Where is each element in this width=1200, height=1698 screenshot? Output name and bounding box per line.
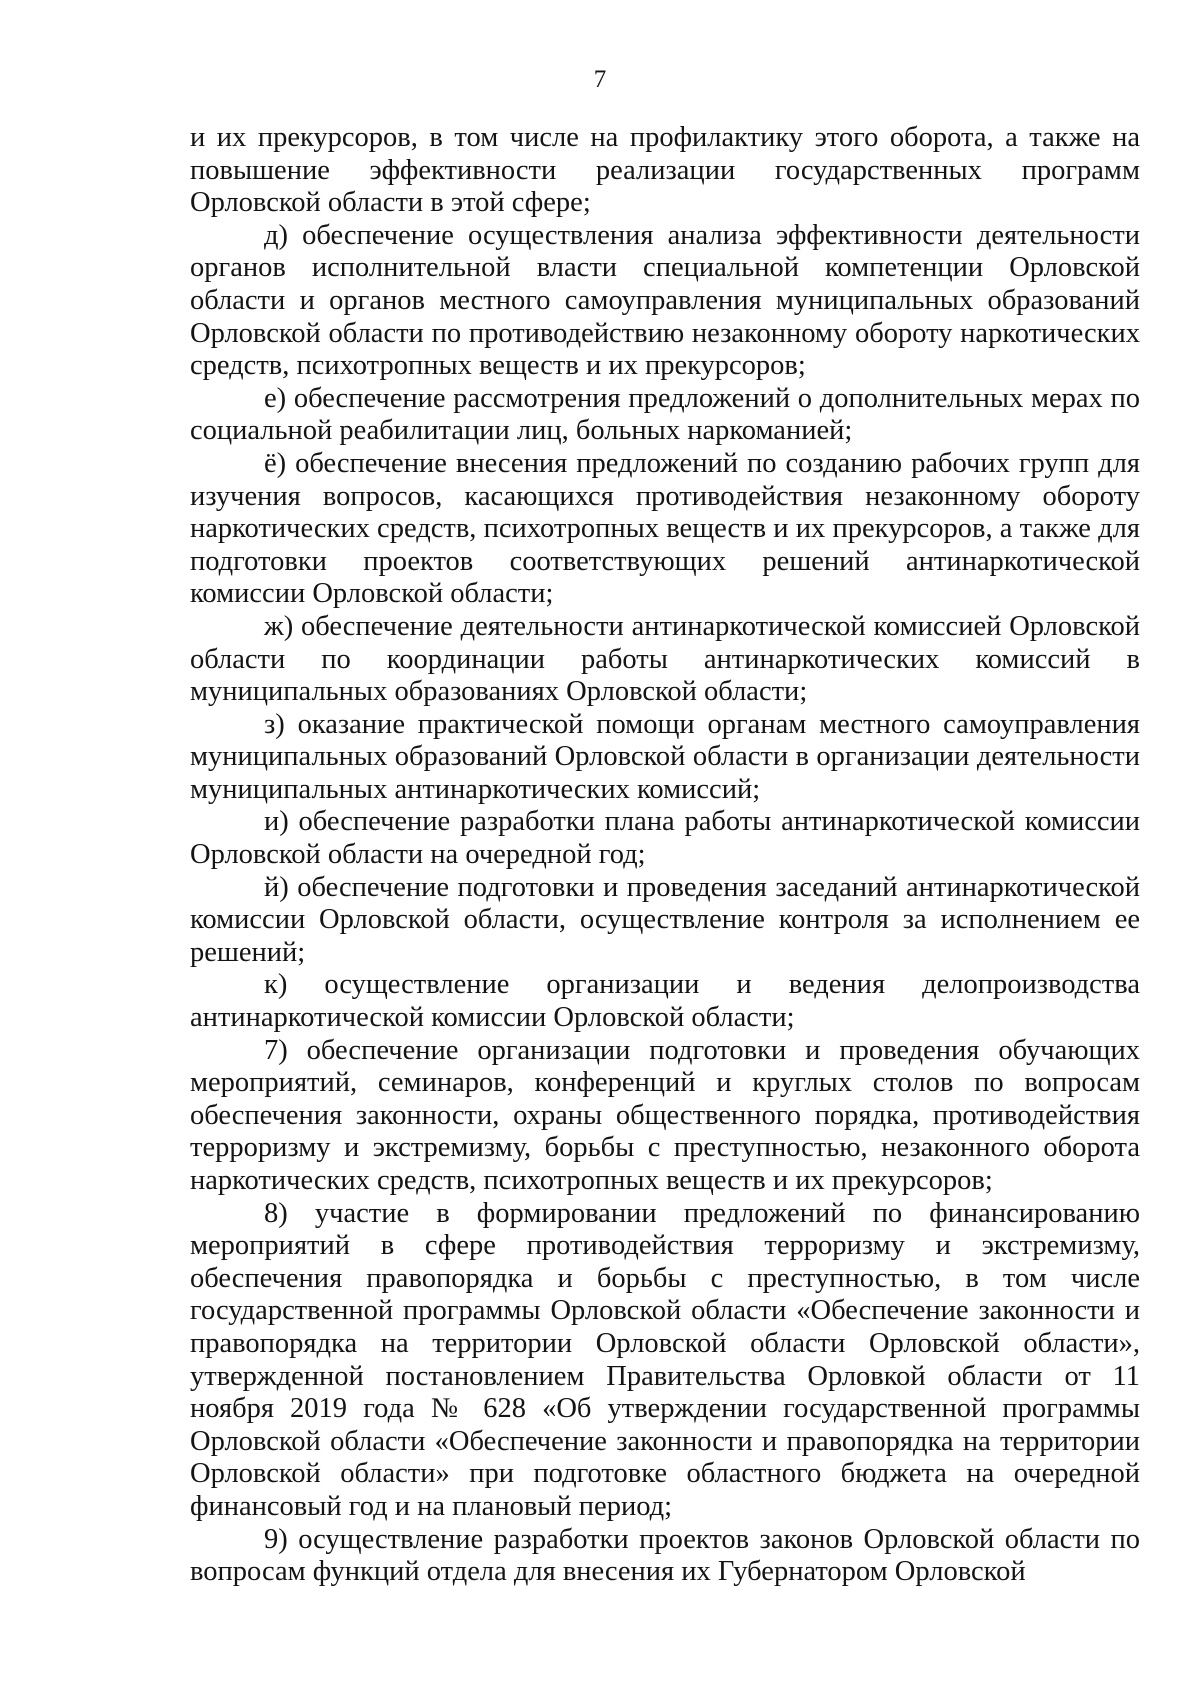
- document-body: [190, 122, 1140, 1589]
- page-number: 7: [593, 66, 607, 93]
- paragraph-k: к) осуществление организации и ведения делопроизводства антинаркотической комиссии Орловской области;: [190, 969, 1140, 1034]
- paragraph-yo: ё) обеспечение внесения предложений по созданию рабочих групп для изучения вопросов, касающихся противодействия незаконному обороту наркотических средств, психотропных веществ и их прекурсоров, а также для подготовки проектов соответствующих решений антинаркотической комиссии Орловской области;: [190, 447, 1140, 610]
- paragraph-z: з) оказание практической помощи органам местного самоуправления муниципальных образований Орловской области в организации деятельности муниципальных антинаркотических комиссий;: [190, 708, 1140, 805]
- paragraph-d: д) обеспечение осуществления анализа эффективности деятельности органов исполнительной власти специальной компетенции Орловской области и органов местного самоуправления муниципальных образований Орловской области по противодействию незаконному обороту наркотических средств, психотропных веществ и их прекурсоров;: [190, 219, 1140, 382]
- paragraph-e: е) обеспечение рассмотрения предложений о дополнительных мерах по социальной реабилитации лиц, больных наркоманией;: [190, 382, 1140, 447]
- paragraph-1: и их прекурсоров, в том числе на профилактику этого оборота, а также на повышение эффективности реализации государственных программ Орловской области в этой сфере;: [190, 122, 1140, 219]
- paragraph-9: 9) осуществление разработки проектов законов Орловской области по вопросам функций отдела для внесения их Губернатором Орловской: [190, 1523, 1140, 1588]
- paragraph-i: и) обеспечение разработки плана работы антинаркотической комиссии Орловской области на очередной год;: [190, 806, 1140, 871]
- paragraph-8: 8) участие в формировании предложений по финансированию мероприятий в сфере противодействия терроризму и экстремизму, обеспечения правопорядка и борьбы с преступностью, в том числе государственной программы Орловской области «Обеспечение законности и правопорядка на территории Орловской области Орловской области», утвержденной постановлением Правительства Орловкой области от 11 ноября 2019 года № 628 «Об утверждении государственной программы Орловской области «Обеспечение законности и правопорядка на территории Орловской области» при подготовке областного бюджета на очередной финансовый год и на плановый период;: [190, 1197, 1140, 1522]
- paragraph-zh: ж) обеспечение деятельности антинаркотической комиссией Орловской области по координации работы антинаркотических комиссий в муниципальных образованиях Орловской области;: [190, 610, 1140, 708]
- paragraph-iy: й) обеспечение подготовки и проведения заседаний антинаркотической комиссии Орловской области, осуществление контроля за исполнением ее решений;: [190, 871, 1140, 968]
- paragraph-7: 7) обеспечение организации подготовки и проведения обучающих мероприятий, семинаров, конференций и круглых столов по вопросам обеспечения законности, охраны общественного порядка, противодействия терроризму и экстремизму, борьбы с преступностью, незаконного оборота наркотических средств, психотропных веществ и их прекурсоров;: [190, 1034, 1140, 1196]
